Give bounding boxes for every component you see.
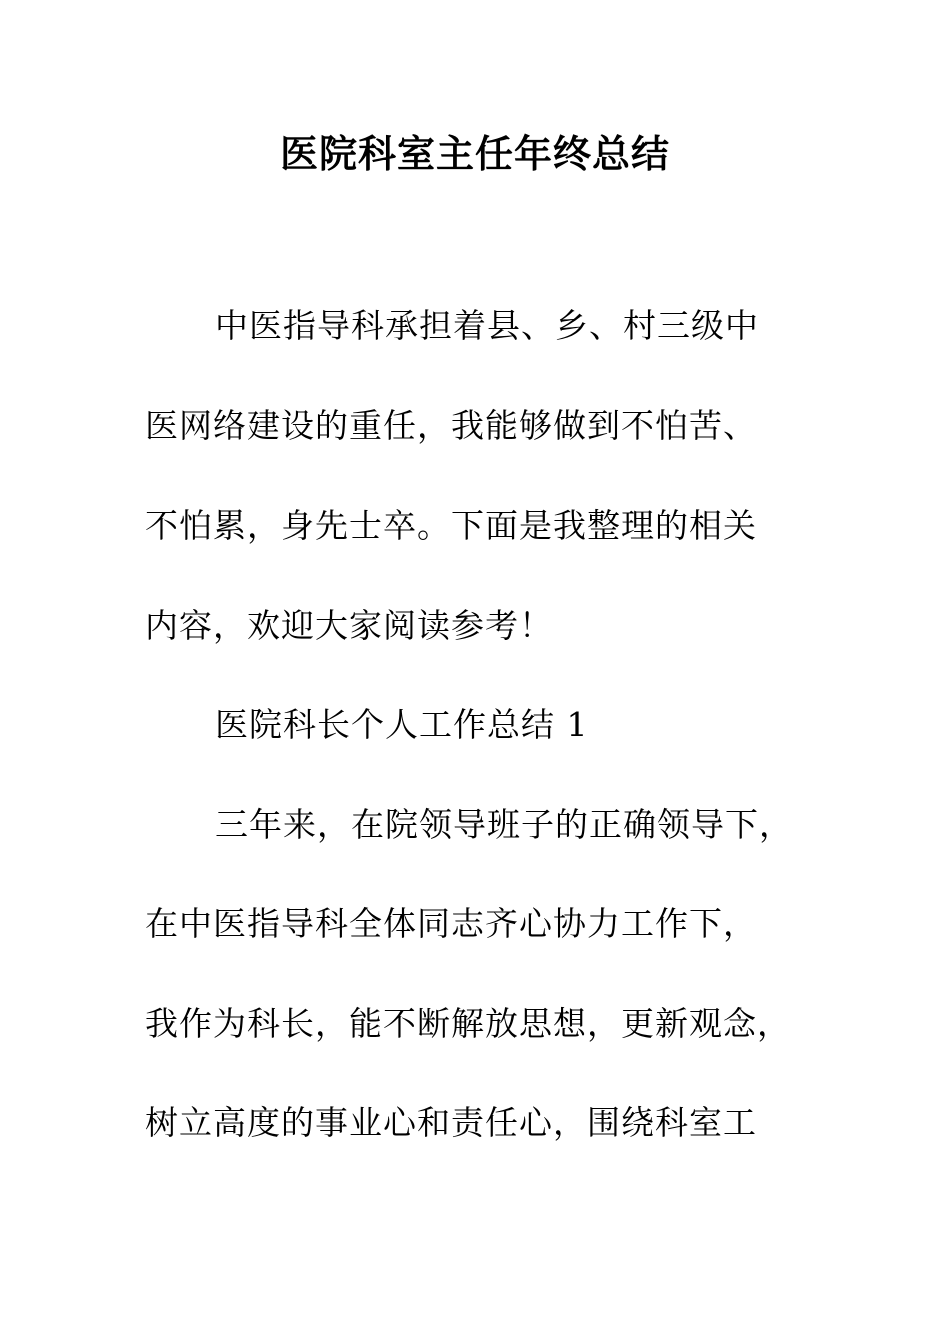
paragraph-line: 中医指导科承担着县、乡、村三级中 xyxy=(215,306,759,345)
paragraph-line: 我作为科长，能不断解放思想，更新观念， xyxy=(145,1004,791,1043)
document-title: 医院科室主任年终总结 xyxy=(279,132,670,176)
paragraph-line: 内容，欢迎大家阅读参考！ xyxy=(145,606,553,645)
paragraph-line: 在中医指导科全体同志齐心协力工作下， xyxy=(145,904,757,943)
paragraph-line: 三年来，在院领导班子的正确领导下， xyxy=(215,805,793,844)
paragraph-line: 树立高度的事业心和责任心，围绕科室工 xyxy=(145,1103,757,1142)
paragraph-line: 医网络建设的重任，我能够做到不怕苦、 xyxy=(145,406,757,445)
paragraph-line: 不怕累，身先士卒。下面是我整理的相关 xyxy=(145,506,757,545)
section-heading: 医院科长个人工作总结 1 xyxy=(215,705,589,744)
